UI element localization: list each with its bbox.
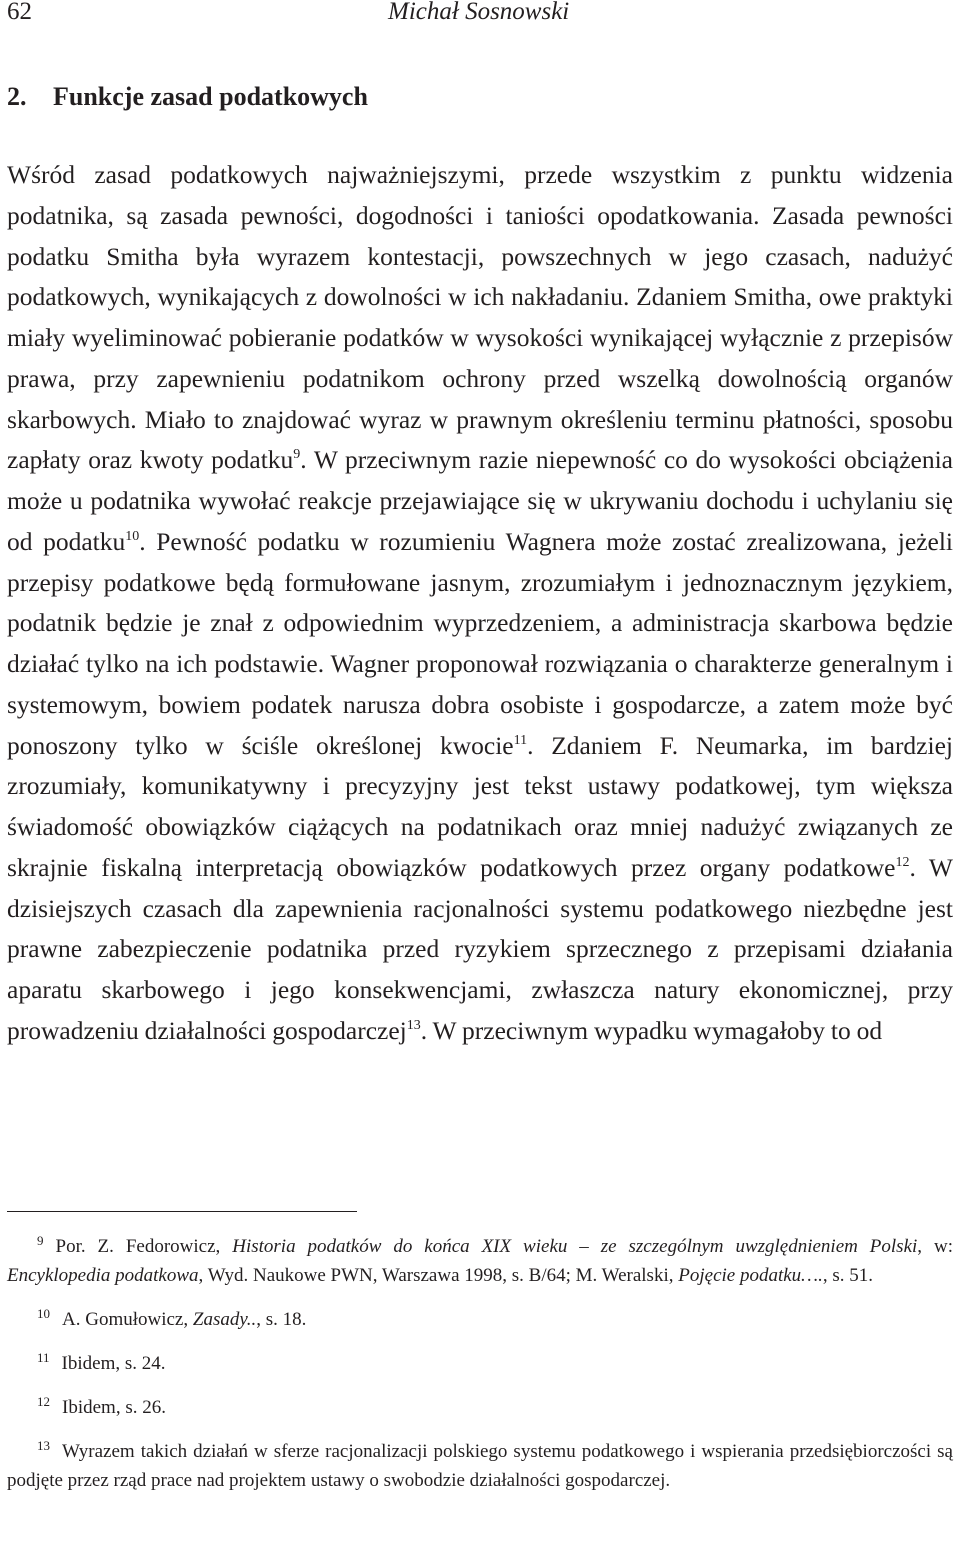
footnote-text: , Wyd. Naukowe PWN, Warszawa 1998, s. B/64; M. Weralski, (198, 1265, 679, 1286)
footnote-number: 11 (37, 1350, 50, 1365)
footnote-divider (7, 1211, 357, 1212)
footnote-11 (7, 1349, 953, 1378)
footnote-number: 13 (37, 1438, 50, 1453)
section-heading (7, 80, 953, 114)
footnote-reference: 12 (895, 854, 910, 870)
body-text-segment: . Pewność podatku w rozumieniu Wagnera może zostać zrealizowana, jeżeli przepisy podatkowe będą formułowane jasnym, zrozumiałym i jednoznacznym językiem, podatnik będzie je znał z odpowiednim wyprzedzeniem, a administracja skarbowa będzie działać tylko na ich podstawie. Wagner proponował rozwiązania o charakterze generalnym i systemowym, bowiem podatek narusza dobra osobiste i gospodarcze, a zatem może być ponoszony tylko w ściśle określonej kwocie (7, 526, 953, 760)
footnote-title-italic: Pojęcie podatku…. (678, 1265, 823, 1286)
footnote-title-italic: Encyklopedia podatkowa (7, 1265, 199, 1286)
footnote-title-italic: Historia podatków do końca XIX wieku – ze szczególnym uwzględnieniem Polski (232, 1236, 918, 1257)
footnote-text: Ibidem, s. 24. (61, 1353, 166, 1374)
body-paragraph (7, 155, 953, 1052)
running-author: Michał Sosnowski (388, 0, 570, 25)
section-title: Funkcje zasad podatkowych (53, 82, 368, 111)
footnote-13 (7, 1437, 953, 1495)
running-header (0, 0, 960, 26)
footnote-text: Wyrazem takich działań w sferze racjonalizacji polskiego systemu podatkowego i wspierania przedsiębiorczości są podjęte przez rząd prace nad projektem ustawy o swobodzie działalności gospodarczej. (7, 1441, 953, 1491)
body-text-segment: . W przeciwnym razie niepewność co do wysokości obciążenia może u podatnika wywołać reakcje przejawiające się w ukrywaniu dochodu i uchylaniu się od podatku (7, 445, 953, 556)
footnote-reference: 11 (513, 732, 528, 748)
section-number: 2. (7, 82, 27, 111)
body-text-segment: . W dzisiejszych czasach dla zapewnienia racjonalności systemu podatkowego niezbędne jest prawne zabezpieczenie podatnika przed ryzykiem sprzecznego z przepisami działania aparatu skarbowego i jego konsekwencjami, zwłaszcza natury ekonomicznej, przy prowadzeniu działalności gospodarczej (7, 852, 954, 1045)
footnote-reference: 9 (293, 447, 301, 463)
footnote-10 (7, 1305, 953, 1334)
footnote-text: , s. 18. (256, 1309, 307, 1330)
footnote-number: 10 (37, 1306, 50, 1321)
page-number: 62 (7, 0, 32, 25)
footnote-text: A. Gomułowicz, (62, 1309, 193, 1330)
footnote-9 (7, 1232, 953, 1290)
footnote-number: 12 (37, 1394, 50, 1409)
footnote-text: , s. 51. (822, 1265, 873, 1286)
footnote-text: Ibidem, s. 26. (62, 1397, 166, 1418)
footnote-reference: 13 (406, 1017, 421, 1033)
footnote-text: , w: (917, 1236, 953, 1257)
body-text-segment: . W przeciwnym wypadku wymagałoby to od (420, 1015, 883, 1045)
body-text-segment: . Zdaniem F. Neumarka, im bardziej zrozumiały, komunikatywny i precyzyjny jest tekst ustawy podatkowej, tym większa świadomość obowiązków ciążących na podatnikach oraz mniej nadużyć związanych ze skrajnie fiskalną interpretacją obowiązków podatkowych przez organy podatkowe (7, 730, 953, 882)
footnote-reference: 10 (125, 528, 140, 544)
footnote-title-italic: Zasady.. (192, 1309, 257, 1330)
footnote-text: Por. Z. Fedorowicz, (55, 1236, 233, 1257)
footnotes (7, 1232, 953, 1510)
footnote-12 (7, 1393, 953, 1422)
footnote-number: 9 (37, 1233, 44, 1248)
body-text-segment: Wśród zasad podatkowych najważniejszymi, przede wszystkim z punktu widzenia podatnika, są zasada pewności, dogodności i taniości opodatkowania. Zasada pewności podatku Smitha była wyrazem kontestacji, powszechnych w jego czasach, nadużyć podatkowych, wynikających z dowolności w ich nakładaniu. Zdaniem Smitha, owe praktyki miały wyeliminować pobieranie podatków w wysokości wynikającej wyłącznie z przepisów prawa, przy zapewnieniu podatnikom ochrony przed wszelką dowolnością organów skarbowych. Miało to znajdować wyraz w prawnym określeniu terminu płatności, sposobu zapłaty oraz kwoty podatku (7, 160, 953, 475)
